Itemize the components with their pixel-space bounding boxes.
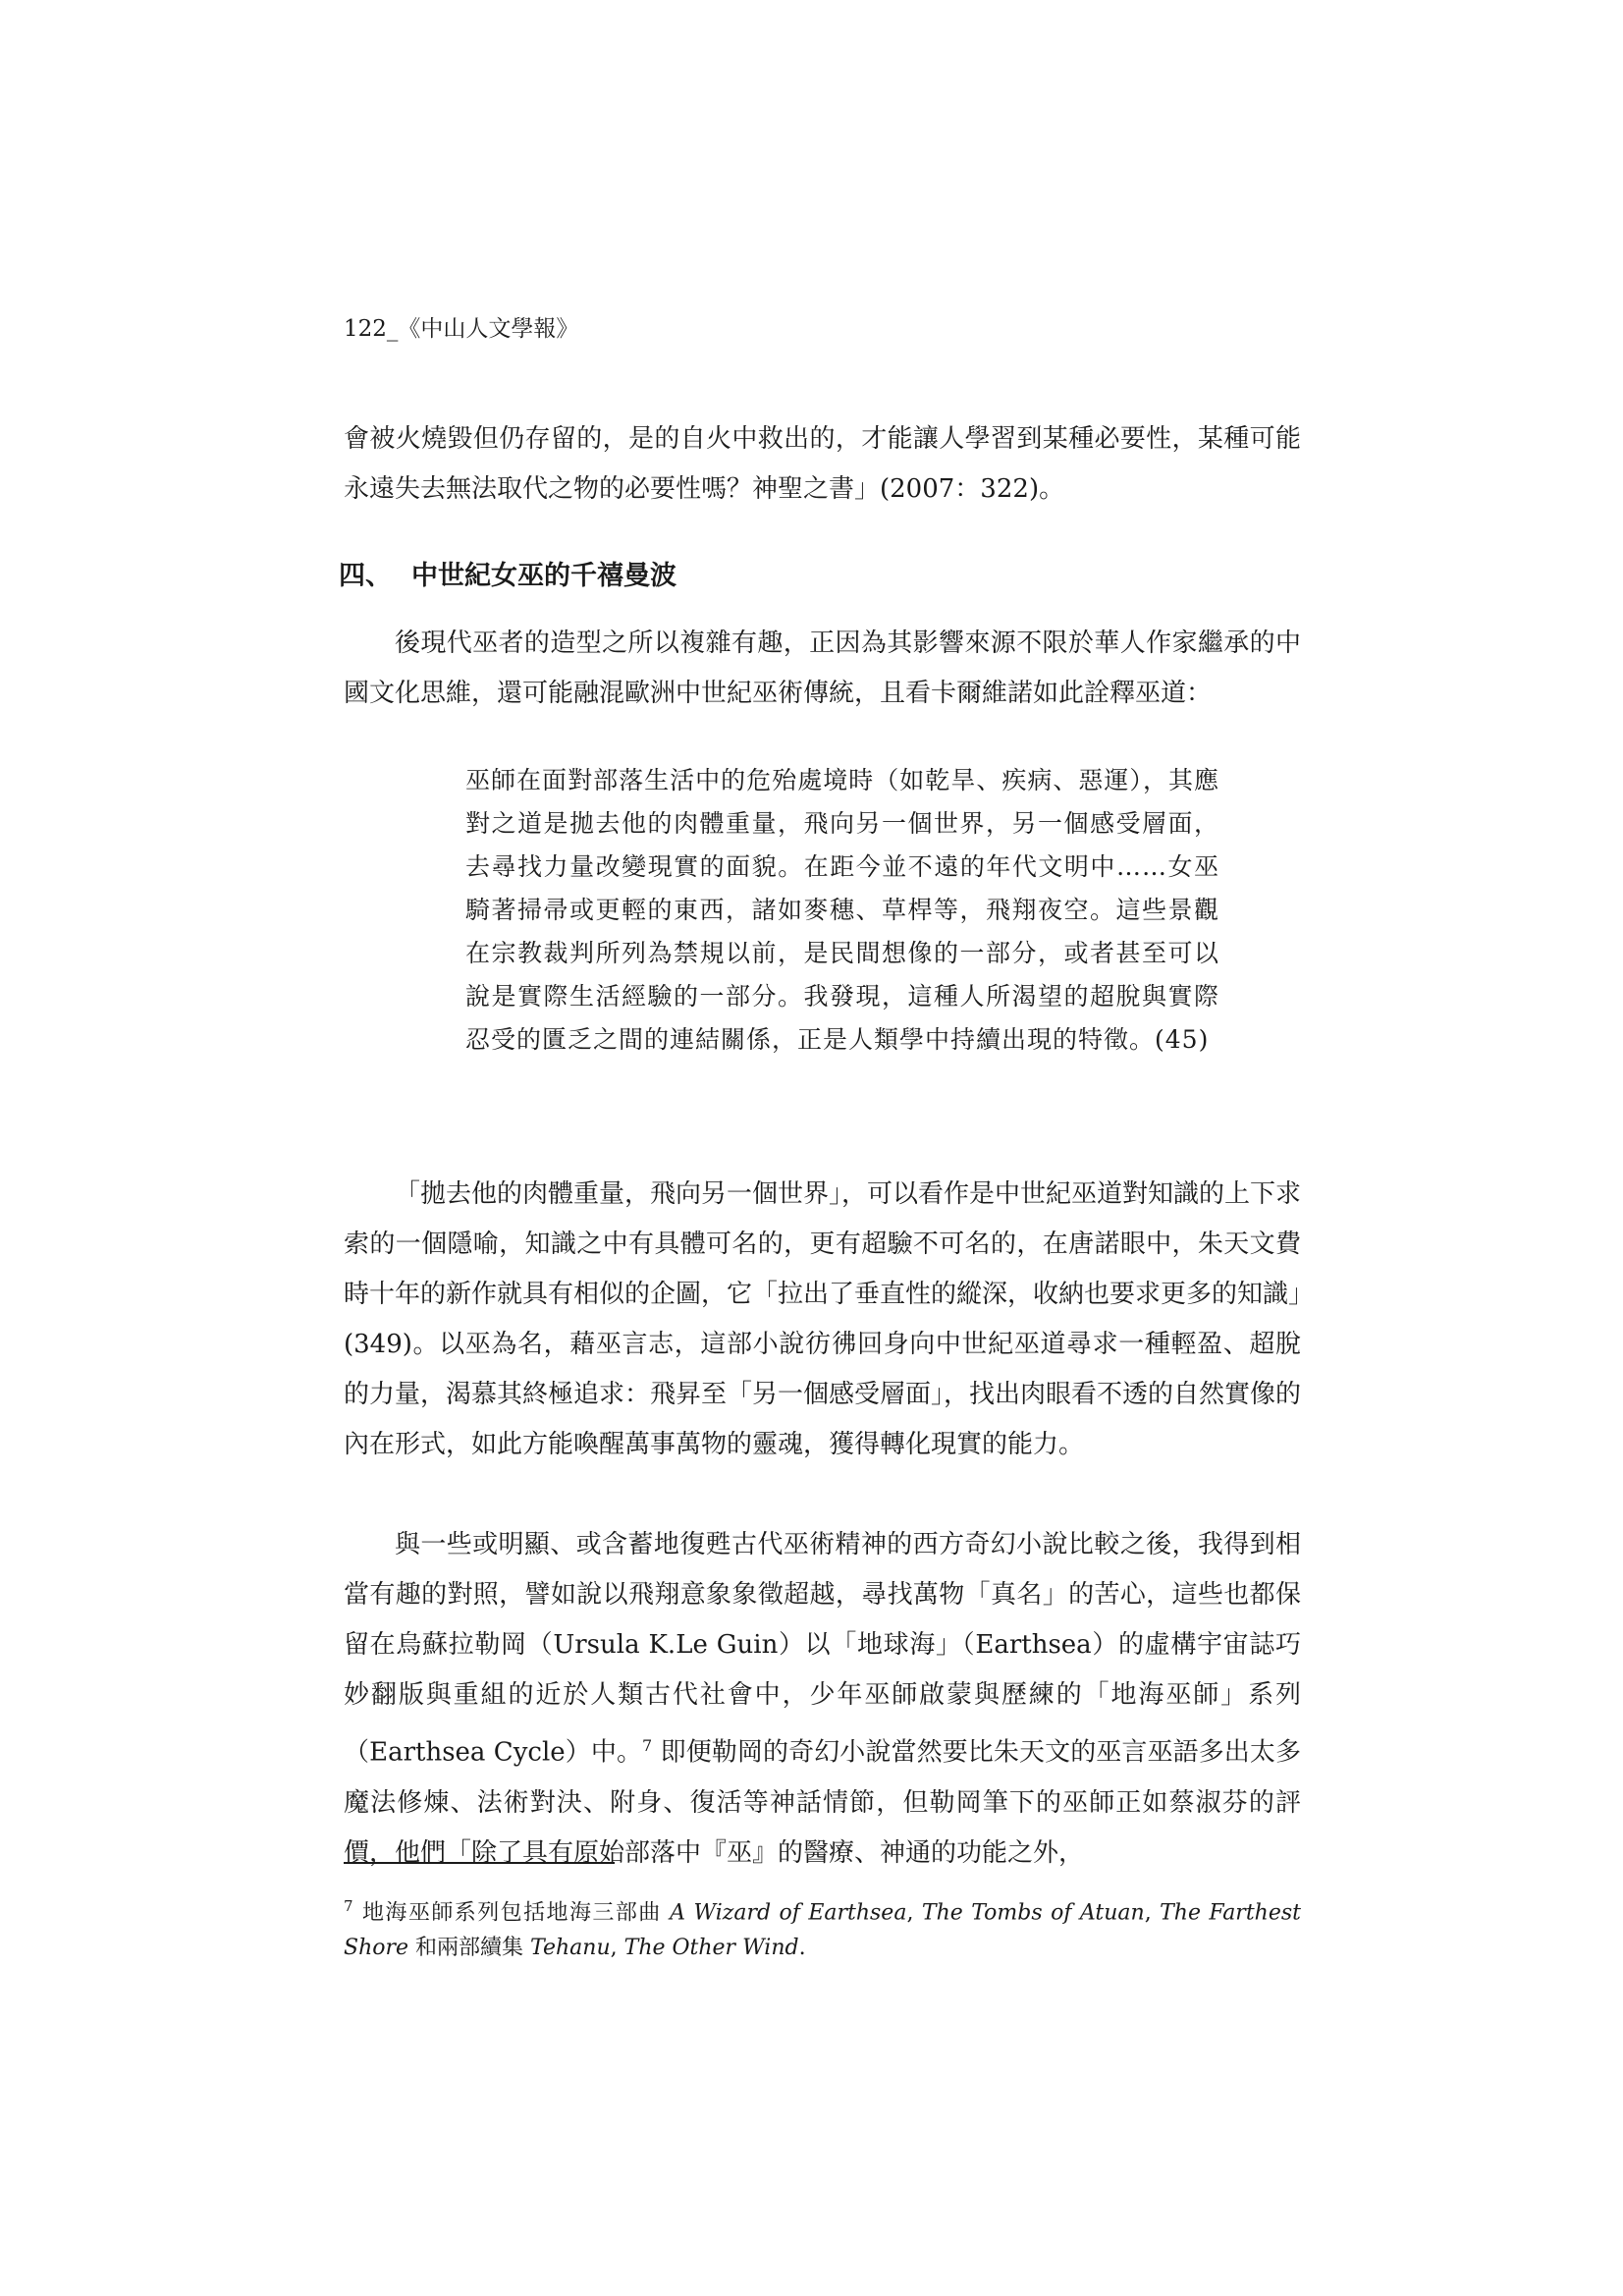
- intro-paragraph-text: 會被火燒毀但仍存留的，是的自火中救出的，才能讓人學習到某種必要性，某種可能永遠失去無法取代之物的必要性嗎？神聖之書」(2007：322)。: [344, 424, 1301, 504]
- footnote-divider: [344, 1862, 615, 1864]
- footnote-separator-2: ,: [1144, 1900, 1161, 1926]
- page-header: [344, 314, 578, 344]
- footnote-reference[interactable]: 7: [642, 1736, 653, 1755]
- footnote-prefix: 地海巫師系列包括地海三部曲: [360, 1900, 671, 1926]
- intro-paragraph: [344, 414, 1301, 515]
- page-number: 122: [344, 316, 387, 342]
- paragraph-3-text: 與一些或明顯、或含蓄地復甦古代巫術精神的西方奇幻小說比較之後，我得到相當有趣的對照，譬如說以飛翔意象象徵超越，尋找萬物「真名」的苦心，這些也都保留在烏蘇拉勒岡（Ursula K.Le Guin）以「地球海」（Earthsea）的虛構宇宙誌巧妙翻版與重組的近於人類古代社會中，少年巫師啟蒙與歷練的「地海巫師」系列（Earthsea Cycle）中。: [344, 1530, 1301, 1768]
- paragraph-3-continuation: 即便勒岡的奇幻小說當然要比朱天文的巫言巫語多出太多魔法修煉、法術對決、附身、復活等神話情節，但勒岡筆下的巫師正如蔡淑芬的評價，他們「除了具有原始部落中『巫』的醫療、神通的功能之外，: [344, 1737, 1301, 1868]
- quote-citation: (45): [1155, 1025, 1210, 1054]
- footnote-title-1: A Wizard of Earthsea: [670, 1900, 907, 1926]
- section-title: 中世紀女巫的千禧曼波: [411, 561, 676, 591]
- footnote-number: 7: [344, 1897, 353, 1915]
- footnote-title-2: The Tombs of Atuan: [921, 1900, 1145, 1926]
- section-number: 四、: [339, 561, 392, 591]
- paragraph-2: [344, 1170, 1301, 1470]
- footnote-separator-1: ,: [906, 1900, 922, 1926]
- footnote: [344, 1888, 1301, 1966]
- footnote-middle: 和兩部續集: [408, 1936, 531, 1961]
- footnote-title-5: The Other Wind: [623, 1936, 799, 1961]
- footnote-title-4: Tehanu: [530, 1936, 611, 1961]
- footnote-separator-3: ,: [610, 1936, 624, 1961]
- paragraph-3: [344, 1520, 1301, 1879]
- paragraph-1-text: 後現代巫者的造型之所以複雜有趣，正因為其影響來源不限於華人作家繼承的中國文化思維，還可能融混歐洲中世紀巫術傳統，且看卡爾維諾如此詮釋巫道：: [344, 629, 1301, 708]
- footnote-title-3: The Farthest Shore: [344, 1900, 1301, 1961]
- quote-text: 巫師在面對部落生活中的危殆處境時（如乾旱、疾病、惡運），其應對之道是拋去他的肉體重量，飛向另一個世界，另一個感受層面，去尋找力量改變現實的面貌。在距今並不遠的年代文明中……女巫騎著掃帚或更輕的東西，諸如麥穗、草桿等，飛翔夜空。這些景觀在宗教裁判所列為禁規以前，是民間想像的一部分，或者甚至可以說是實際生活經驗的一部分。我發現，這種人所渴望的超脫與實際忍受的匱乏之間的連結關係，正是人類學中持續出現的特徵。: [465, 766, 1219, 1054]
- section-heading: [339, 560, 676, 593]
- block-quote: [465, 759, 1219, 1062]
- journal-title: _《中山人文學報》: [386, 316, 579, 342]
- footnote-end: .: [798, 1936, 806, 1961]
- paragraph-1: [344, 619, 1301, 719]
- paragraph-2-text: 「拋去他的肉體重量，飛向另一個世界」，可以看作是中世紀巫道對知識的上下求索的一個隱喻，知識之中有具體可名的，更有超驗不可名的，在唐諾眼中，朱天文費時十年的新作就具有相似的企圖，它「拉出了垂直性的縱深，收納也要求更多的知識」(349)。以巫為名，藉巫言志，這部小說彷彿回身向中世紀巫道尋求一種輕盈、超脫的力量，渴慕其終極追求：飛昇至「另一個感受層面」，找出肉眼看不透的自然實像的內在形式，如此方能喚醒萬事萬物的靈魂，獲得轉化現實的能力。: [344, 1179, 1302, 1459]
